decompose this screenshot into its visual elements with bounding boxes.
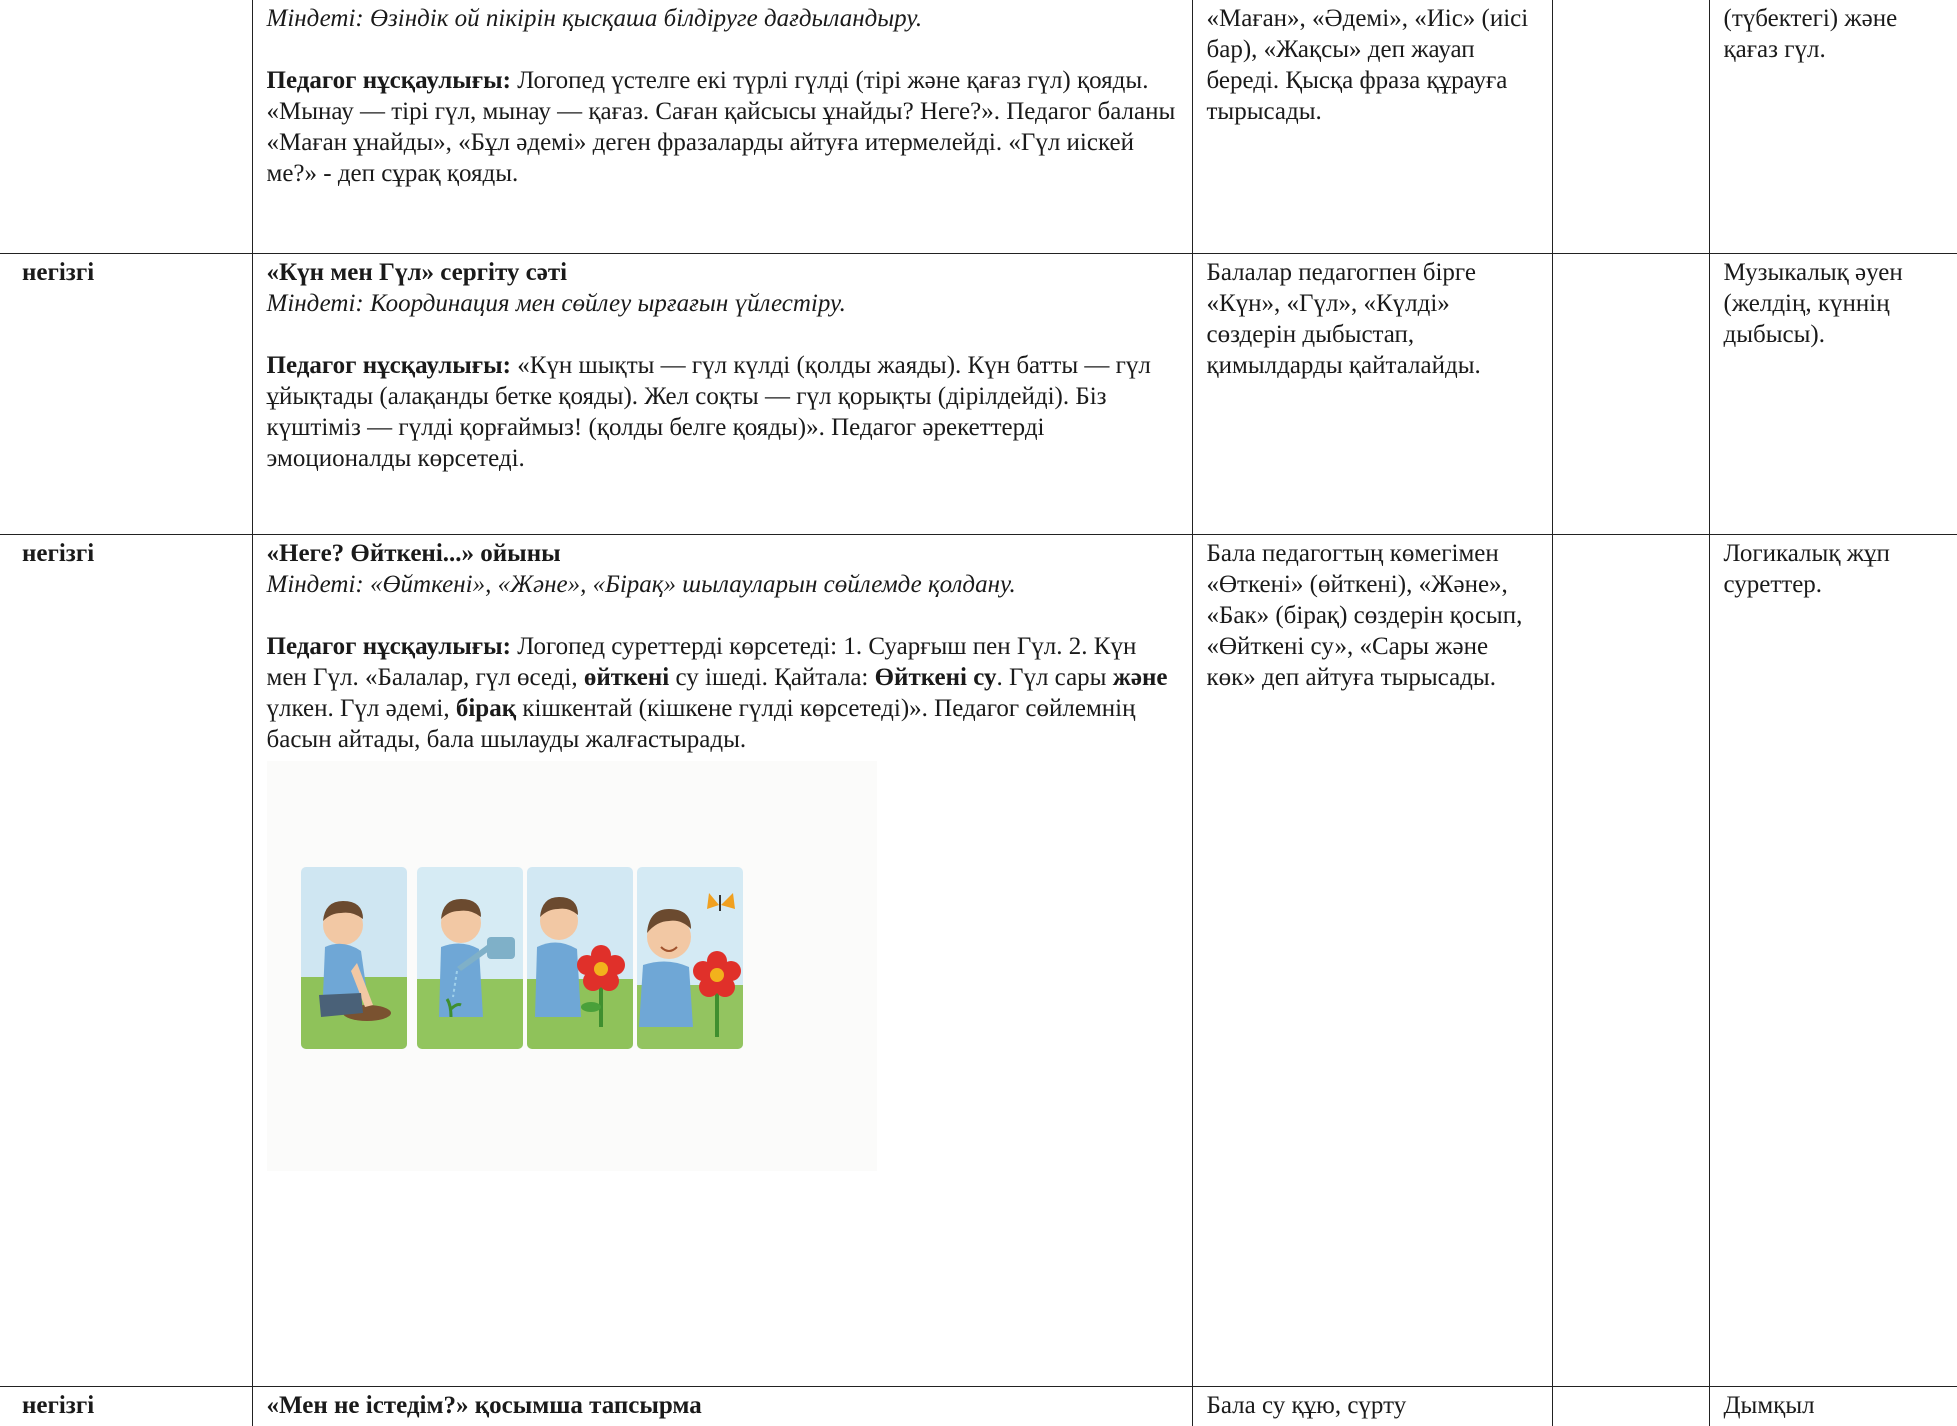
- child-activity-cell: «Маған», «Әдемі», «Иіс» (иісі бар), «Жақсы» деп жауап береді. Қысқа фраза құрауға тырысады.: [1192, 0, 1552, 253]
- child-planting-seed-picture: [301, 867, 407, 1049]
- stage-cell: [0, 0, 252, 253]
- extra-cell: [1552, 253, 1709, 534]
- materials-cell: (түбектегі) және қағаз гүл.: [1709, 0, 1957, 253]
- materials-cell: Музыкалық әуен (желдің, күннің дыбысы).: [1709, 253, 1957, 534]
- child-activity-cell: Бала педагогтың көмегімен «Өткені» (өйткені), «Және», «Бак» (бірақ) сөздерін қосып, «Өйткені су», «Сары және көк» деп айтуға тырысады.: [1192, 534, 1552, 1386]
- activity-cell: [252, 534, 1192, 1386]
- activity-cell: [252, 0, 1192, 253]
- stage-cell: негізгі: [0, 534, 252, 1386]
- materials-cell: Логикалық жұп суреттер.: [1709, 534, 1957, 1386]
- activity-cell: [252, 253, 1192, 534]
- child-with-red-flower-picture: [527, 867, 633, 1049]
- activity-cell: [252, 1386, 1192, 1426]
- stage-cell: негізгі: [0, 1386, 252, 1426]
- instruction-text: Педагог нұсқаулығы: Логопед суреттерді көрсетеді: 1. Суарғыш пен Гүл. 2. Күн мен Гүл. «Балалар, гүл өседі, өйткені су ішеді. Қайтала: Өйткені су. Гүл сары және үлкен. Гүл әдемі, бірақ кішкентай (кішкене гүлді көрсетеді)». Педагог сөйлемнің басын айтады, бала шылауды жалғастырады.: [266, 632, 1168, 753]
- activity-title: «Мен не істедім?» қосымша тапсырма: [266, 1391, 702, 1419]
- child-smiling-at-flower-with-butterfly-picture: [637, 867, 743, 1049]
- instruction-text: Педагог нұсқаулығы: Логопед үстелге екі түрлі гүлді (тірі және қағаз гүл) қояды. «Мынау — тірі гүл, мынау — қағаз. Саған қайсысы ұнайды? Неге?». Педагог баланы «Маған ұнайды», «Бұл әдемі» деген фразаларды айтуға итермелейді. «Гүл иіскей ме?» - деп сұрақ қояды.: [266, 67, 1176, 187]
- objective-text: Міндеті: Координация мен сөйлеу ырғағын үйлестіру.: [266, 289, 846, 317]
- child-activity-cell: Балалар педагогпен бірге «Күн», «Гүл», «Күлді» сөздерін дыбыстап, қимылдарды қайталайды.: [1192, 253, 1552, 534]
- materials-cell: Дымқыл: [1709, 1386, 1957, 1426]
- child-watering-sprout-picture: [417, 867, 523, 1049]
- extra-cell: [1552, 534, 1709, 1386]
- activity-title: «Неге? Өйткені...» ойыны: [266, 539, 561, 567]
- table-row: [0, 1386, 1957, 1426]
- table-row: [0, 534, 1957, 1386]
- extra-cell: [1552, 0, 1709, 253]
- activity-title: «Күн мен Гүл» сергіту сәті: [266, 258, 568, 286]
- instruction-text: Педагог нұсқаулығы: «Күн шықты — гүл күлді (қолды жаяды). Күн батты — гүл ұйықтады (алақанды бетке қояды). Жел соқты — гүл қорықты (дірілдейді). Біз күштіміз — гүлді қорғаймыз! (қолды белге қояды)». Педагог әрекеттерді эмоционалды көрсетеді.: [266, 351, 1151, 472]
- stage-cell: негізгі: [0, 253, 252, 534]
- story-sequence-illustration: [267, 761, 877, 1171]
- child-activity-cell: Бала су құю, сүрту: [1192, 1386, 1552, 1426]
- table-row: [0, 0, 1957, 253]
- table-row: [0, 253, 1957, 534]
- extra-cell: [1552, 1386, 1709, 1426]
- objective-text: Міндеті: Өзіндік ой пікірін қысқаша білдіруге дағдыландыру.: [266, 5, 923, 32]
- objective-text: Міндеті: «Өйткені», «Және», «Бірақ» шылауларын сөйлемде қолдану.: [266, 570, 1016, 598]
